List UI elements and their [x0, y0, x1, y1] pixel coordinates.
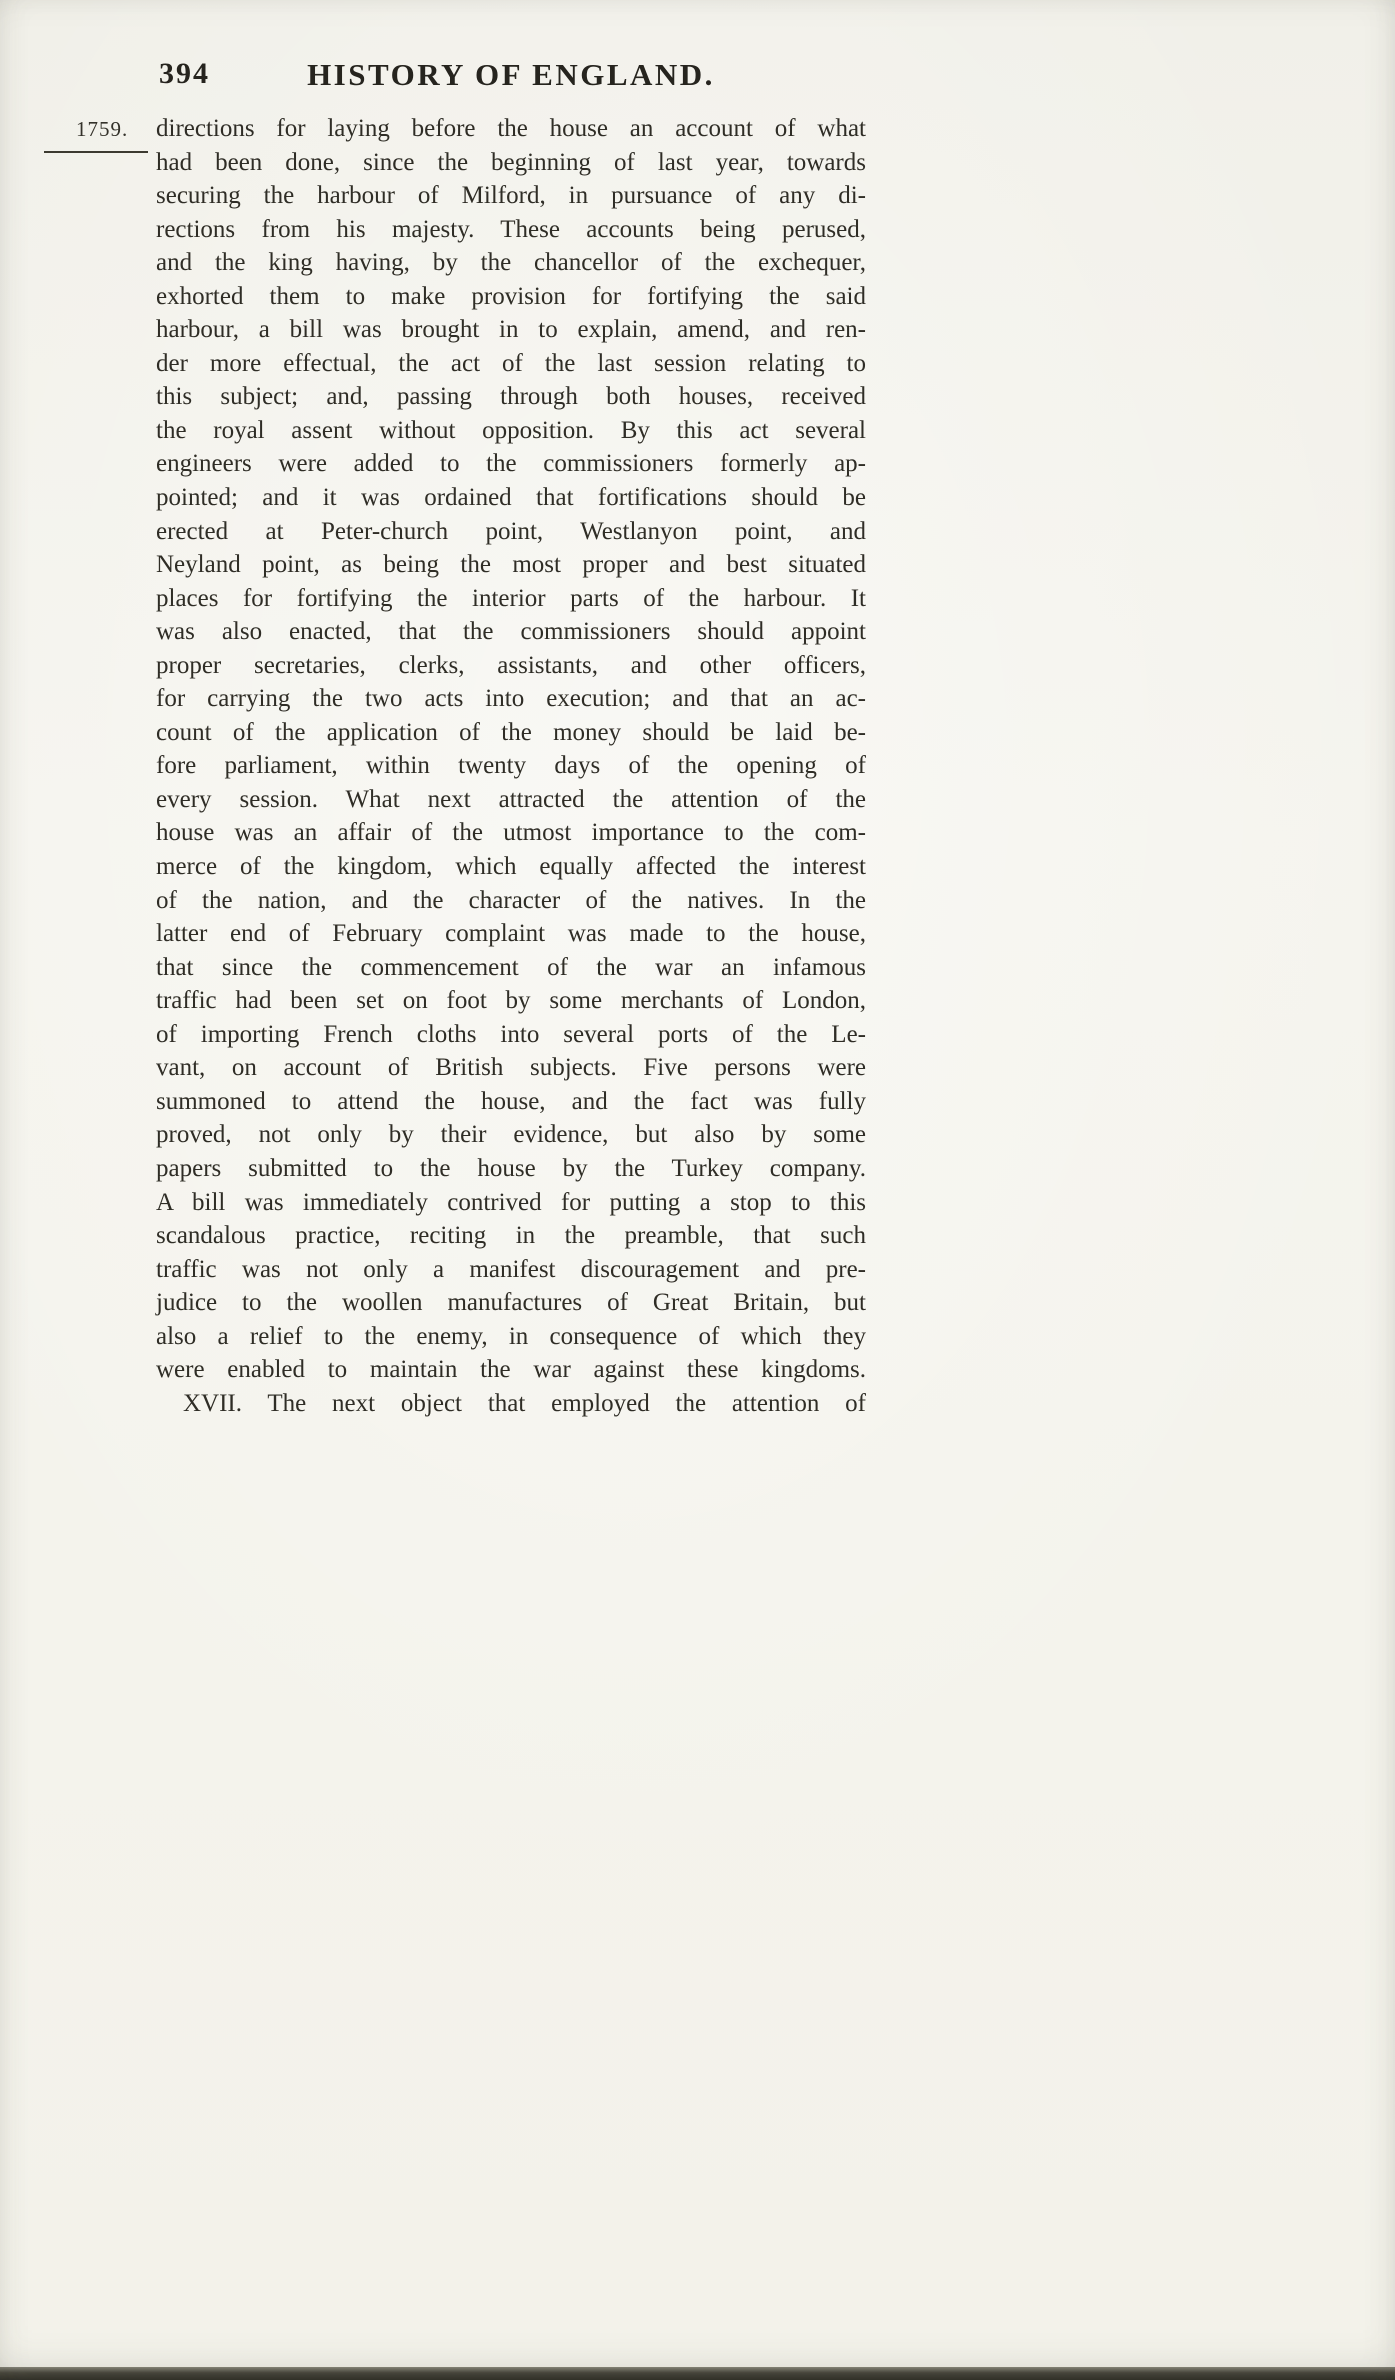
text-line: every session. What next attracted the attention of the — [156, 785, 866, 813]
text-line: summoned to attend the house, and the fact was fully — [156, 1087, 866, 1115]
text-line: scandalous practice, reciting in the preamble, that such — [156, 1222, 866, 1250]
text-line: traffic had been set on foot by some merchants of London, — [156, 987, 866, 1015]
text-line: for carrying the two acts into execution; and that an ac- — [156, 685, 866, 713]
running-header — [155, 57, 867, 99]
text-line: house was an affair of the utmost importance to the com- — [156, 819, 866, 847]
text-line: also a relief to the enemy, in consequence of which they — [156, 1322, 866, 1350]
text-line: of the nation, and the character of the natives. In the — [156, 886, 866, 914]
text-line: harbour, a bill was brought in to explain, amend, and ren- — [156, 316, 866, 344]
running-title: HISTORY OF ENGLAND. — [307, 57, 715, 92]
text-line: latter end of February complaint was made to the house, — [156, 920, 866, 948]
text-line: of importing French cloths into several ports of the Le- — [156, 1020, 866, 1048]
text-line: this subject; and, passing through both houses, received — [156, 383, 866, 411]
text-line: proper secretaries, clerks, assistants, and other officers, — [156, 651, 866, 679]
text-line: merce of the kingdom, which equally affected the interest — [156, 853, 866, 881]
text-line: pointed; and it was ordained that fortifications should be — [156, 484, 866, 512]
text-line: XVII. The next object that employed the attention of — [183, 1389, 866, 1417]
text-line: count of the application of the money should be laid be- — [156, 718, 866, 746]
text-line: the royal assent without opposition. By this act several — [156, 416, 866, 444]
text-line: engineers were added to the commissioners formerly ap- — [156, 450, 866, 478]
text-line: places for fortifying the interior parts of the harbour. It — [156, 584, 866, 612]
text-line: proved, not only by their evidence, but also by some — [156, 1121, 866, 1149]
text-line: was also enacted, that the commissioners should appoint — [156, 618, 866, 646]
text-line: that since the commencement of the war an infamous — [156, 953, 866, 981]
text-line: directions for laying before the house an account of what — [156, 115, 866, 142]
scan-bottom-edge — [0, 2367, 1395, 2380]
text-line: securing the harbour of Milford, in pursuance of any di- — [156, 182, 866, 210]
text-line: traffic was not only a manifest discouragement and pre- — [156, 1255, 866, 1283]
text-line: Neyland point, as being the most proper and best situated — [156, 551, 866, 579]
text-line: had been done, since the beginning of last year, towards — [156, 148, 866, 176]
text-line: der more effectual, the act of the last session relating to — [156, 349, 866, 377]
text-line: and the king having, by the chancellor of the exchequer, — [156, 249, 866, 277]
body-text — [156, 112, 866, 1420]
text-line: were enabled to maintain the war against these kingdoms. — [156, 1356, 866, 1384]
text-line: papers submitted to the house by the Turkey company. — [156, 1154, 866, 1182]
margin-rule — [44, 151, 148, 153]
text-line: rections from his majesty. These accounts being perused, — [156, 215, 866, 243]
margin-year-note: 1759. — [76, 117, 129, 141]
text-line: A bill was immediately contrived for putting a stop to this — [156, 1188, 866, 1216]
page-number: 394 — [159, 57, 210, 90]
text-line: erected at Peter-church point, Westlanyon point, and — [156, 517, 866, 545]
text-line: fore parliament, within twenty days of the opening of — [156, 752, 866, 780]
text-line: exhorted them to make provision for fortifying the said — [156, 282, 866, 310]
text-line: vant, on account of British subjects. Five persons were — [156, 1054, 866, 1082]
text-line: judice to the woollen manufactures of Great Britain, but — [156, 1289, 866, 1317]
